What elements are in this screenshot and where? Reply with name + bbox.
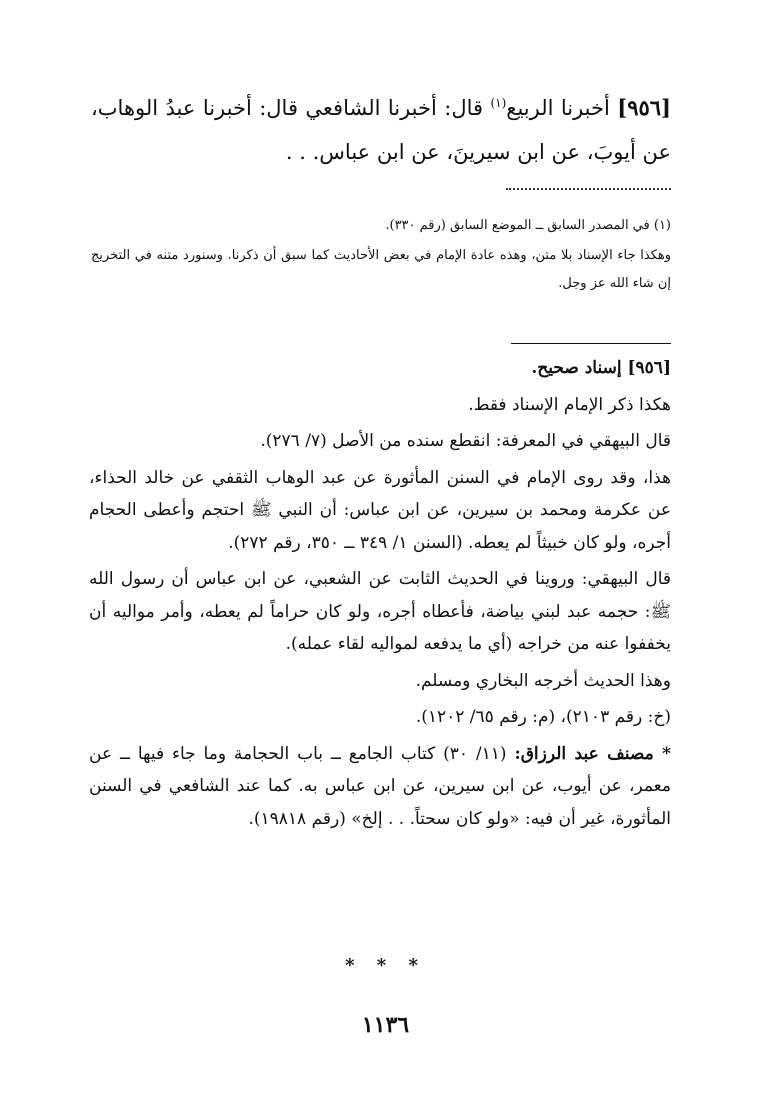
commentary-number: [٩٥٦] (627, 358, 671, 378)
commentary-paragraph-5: وهذا الحديث أخرجه البخاري ومسلم. (415, 670, 671, 691)
footnote-reference[interactable]: (١) (490, 96, 507, 110)
hadith-number: [٩٥٦] (617, 95, 671, 120)
commentary-paragraph-4: قال البيهقي: وروينا في الحديث الثابت عن الشعبي، عن ابن عباس أن رسول الله ﷺ: حجمه عبد لبني بياضة، فأعطاه أجره، ولو كان حراماً لم يعطه، وأمر مواليه أن يخففوا عنه من خراجه (أي ما يدفعه لمواليه لقاء عمله). (89, 569, 671, 654)
commentary-paragraph-1: هكذا ذكر الإمام الإسناد فقط. (468, 394, 671, 415)
commentary-grade: إسناد صحيح. (531, 358, 622, 378)
footnote-1: (١) في المصدر السابق ــ الموضع السابق (رقم ٣٣٠). (385, 218, 671, 233)
commentary-paragraph-2: قال البيهقي في المعرفة: انقطع سنده من الأصل (٧/ ٢٧٦). (260, 431, 671, 451)
source-title: * مصنف عبد الرزاق: (514, 743, 671, 764)
source-details: (١١/ ٣٠) كتاب الجامع ــ باب الحجامة وما جاء فيها ــ عن معمر، عن أيوب، عن ابن سيرين، عن ابن عباس به. كما عند الشافعي في السنن المأثورة، غير أن فيه: «ولو كان سحتاً. . . إلخ» (رقم ١٩٨١٨). (89, 743, 671, 829)
section-separator-stars: * * * (345, 955, 426, 976)
footnote-separator (506, 188, 671, 190)
commentary-paragraph-6: (خ: رقم ٢١٠٣)، (م: رقم ٦٥/ ١٢٠٢). (415, 707, 671, 727)
hadith-text-part1: أخبرنا الربيع (506, 96, 610, 120)
section-divider (511, 343, 671, 344)
commentary-paragraph-7 (89, 738, 671, 836)
hadith-text-part2: قال: أخبرنا الشافعي قال: أخبرنا عبدُ الوهاب، عن أيوبَ، عن ابن سيرينَ، عن ابن عباس. . . (91, 96, 671, 164)
commentary-heading (89, 352, 671, 385)
commentary-paragraph-3: هذا، وقد روى الإمام في السنن المأثورة عن عبد الوهاب الثقفي عن خالد الحذاء، عن عكرمة ومحمد بن سيرين، عن ابن عباس: أن النبي ﷺ احتجم وأعطى الحجام أجره، ولو كان خبيثاً لم يعطه. (السنن ١/ ٣٤٩ ــ ٣٥٠، رقم ٢٧٢). (89, 467, 671, 553)
page-number: ١١٣٦ (361, 1012, 410, 1038)
hadith-text (91, 86, 671, 174)
footnote-2: وهكذا جاء الإسناد بلا متن، وهذه عادة الإمام في بعض الأحاديث كما سبق أن ذكرنا. وسنورد متنه في التخريج إن شاء الله عز وجل. (91, 248, 671, 291)
commentary-section (89, 352, 671, 839)
